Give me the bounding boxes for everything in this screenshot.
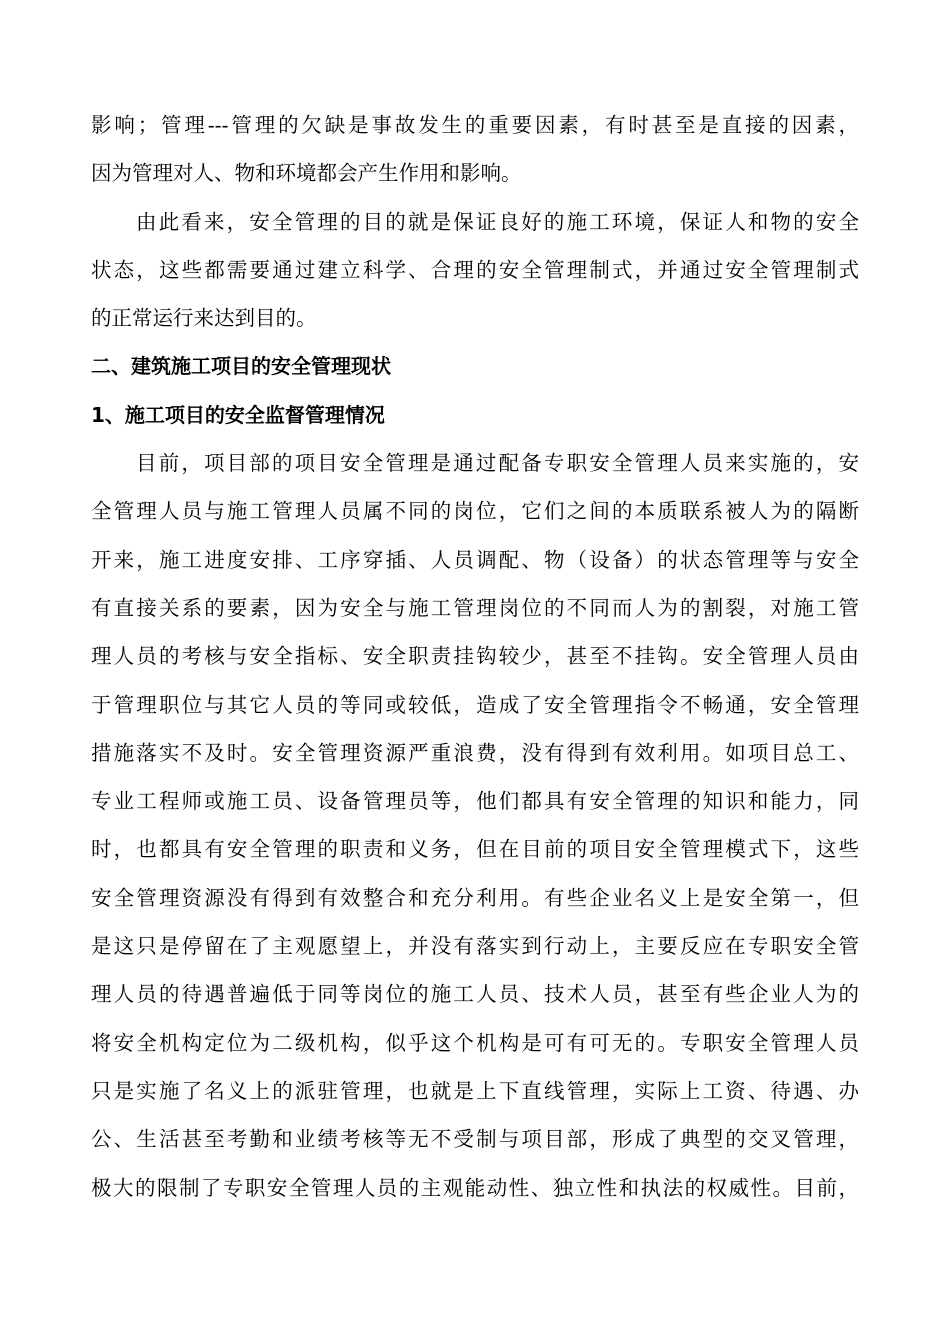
section-heading: 二、建筑施工项目的安全管理现状 — [91, 354, 391, 379]
text-line: 措施落实不及时。安全管理资源严重浪费，没有得到有效利用。如项目总工、 — [91, 740, 859, 765]
text-line: 影响；管理---管理的欠缺是事故发生的重要因素，有时甚至是直接的因素， — [91, 113, 859, 137]
text-line: 公、生活甚至考勤和业绩考核等无不受制与项目部，形成了典型的交叉管理， — [91, 1127, 859, 1152]
text-line: 开来，施工进度安排、工序穿插、人员调配、物（设备）的状态管理等与安全 — [91, 547, 859, 572]
text-line: 的正常运行来达到目的。 — [91, 306, 317, 331]
text-line: 是这只是停留在了主观愿望上，并没有落实到行动上，主要反应在专职安全管 — [91, 934, 859, 959]
text-line: 专业工程师或施工员、设备管理员等，他们都具有安全管理的知识和能力，同 — [91, 789, 859, 814]
text-line: 安全管理资源没有得到有效整合和充分利用。有些企业名义上是安全第一，但 — [91, 885, 859, 910]
paragraph-current-status — [91, 439, 859, 1212]
paragraph-management-factor — [91, 101, 859, 198]
text-line: 于管理职位与其它人员的等同或较低，造成了安全管理指令不畅通，安全管理 — [91, 692, 859, 717]
subsection-heading: 1、施工项目的安全监督管理情况 — [91, 402, 385, 427]
text-line: 由此看来，安全管理的目的就是保证良好的施工环境，保证人和物的安全 — [136, 209, 859, 234]
text-line: 极大的限制了专职安全管理人员的主观能动性、独立性和执法的权威性。目前， — [91, 1175, 859, 1200]
paragraph-purpose — [91, 198, 859, 343]
text-line: 目前，项目部的项目安全管理是通过配备专职安全管理人员来实施的，安 — [136, 451, 859, 476]
text-line: 有直接关系的要素，因为安全与施工管理岗位的不同而人为的割裂，对施工管 — [91, 595, 859, 620]
text-line: 全管理人员与施工管理人员属不同的岗位，它们之间的本质联系被人为的隔断 — [91, 499, 859, 524]
text-line: 时，也都具有安全管理的职责和义务，但在目前的项目安全管理模式下，这些 — [91, 837, 859, 862]
text-line: 状态，这些都需要通过建立科学、合理的安全管理制式，并通过安全管理制式 — [91, 257, 859, 282]
text-line: 因为管理对人、物和环境都会产生作用和影响。 — [91, 161, 522, 186]
text-line: 理人员的待遇普遍低于同等岗位的施工人员、技术人员，甚至有些企业人为的 — [91, 982, 859, 1007]
text-line: 将安全机构定位为二级机构，似乎这个机构是可有可无的。专职安全管理人员 — [91, 1030, 859, 1055]
text-line: 理人员的考核与安全指标、安全职责挂钩较少，甚至不挂钩。安全管理人员由 — [91, 644, 859, 669]
document-page — [91, 101, 859, 1212]
text-line: 只是实施了名义上的派驻管理，也就是上下直线管理，实际上工资、待遇、办 — [91, 1078, 859, 1103]
